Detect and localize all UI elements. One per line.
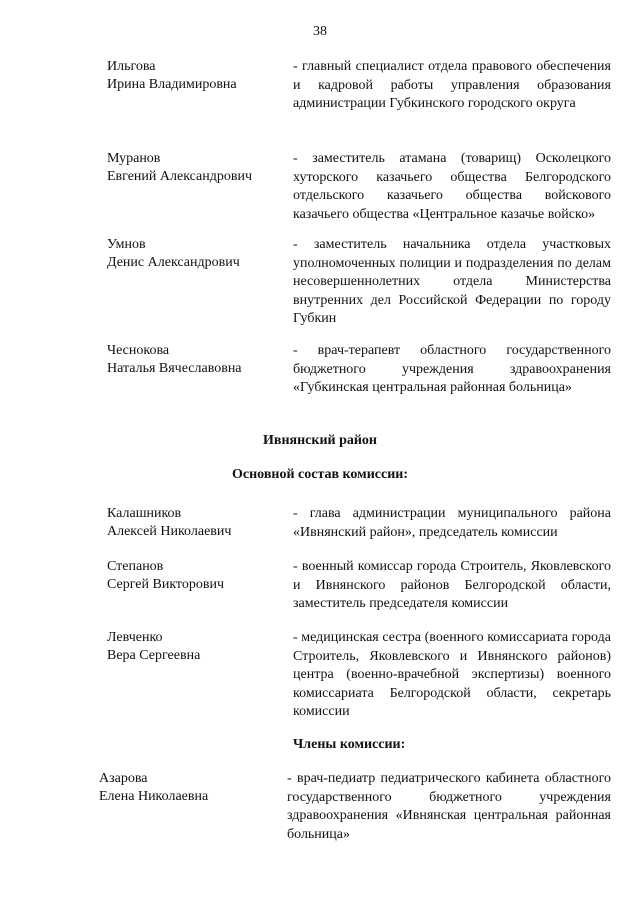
member-given-name: Сергей Викторович — [107, 577, 225, 592]
member-role: - заместитель начальника отдела участковых уполномоченных полиции и подразделения по делам несовершеннолетних отдела Министерства внутренних дел Российской Федерации по городу Губкин — [293, 237, 611, 327]
member-surname: Муранов — [107, 151, 161, 166]
section-heading-main-composition: Основной состав комиссии: — [232, 467, 408, 482]
member-role: - врач-педиатр педиатрического кабинета областного государственного бюджетного учреждения здравоохранения «Ивнянская центральная районная больница» — [287, 771, 611, 842]
member-given-name: Ирина Владимировна — [107, 77, 237, 92]
member-role: - глава администрации муниципального района «Ивнянский район», председатель комиссии — [293, 506, 611, 540]
member-given-name: Алексей Николаевич — [107, 524, 232, 539]
page-number: 38 — [313, 24, 327, 39]
member-role: - военный комиссар города Строитель, Яковлевского и Ивнянского районов Белгородской области, заместитель председателя комиссии — [293, 559, 611, 612]
member-surname: Умнов — [107, 237, 146, 252]
district-heading: Ивнянский район — [263, 433, 377, 448]
member-role: - главный специалист отдела правового обеспечения и кадровой работы управления образования администрации Губкинского городского округа — [293, 59, 611, 112]
member-role: - заместитель атамана (товарищ) Осколецкого хуторского казачьего общества Белгородского отдельского казачьего общества войскового казачьего общества «Центральное казачье войско» — [293, 151, 611, 222]
member-surname: Чеснокова — [107, 343, 170, 358]
member-given-name: Елена Николаевна — [99, 789, 209, 804]
member-given-name: Денис Александрович — [107, 255, 240, 270]
section-heading-members: Члены комиссии: — [293, 737, 406, 752]
member-role: - медицинская сестра (военного комиссариата города Строитель, Яковлевского и Ивнянского районов) центра (военно-врачебной экспертизы) военного комиссариата Белгородской области, секретарь комиссии — [293, 630, 611, 720]
member-surname: Степанов — [107, 559, 164, 574]
member-surname: Азарова — [99, 771, 148, 786]
member-surname: Ильгова — [107, 59, 156, 74]
member-given-name: Евгений Александрович — [107, 169, 253, 184]
member-surname: Калашников — [107, 506, 182, 521]
member-surname: Левченко — [107, 630, 163, 645]
member-role: - врач-терапевт областного государственного бюджетного учреждения здравоохранения «Губкинская центральная районная больница» — [293, 343, 611, 396]
member-given-name: Наталья Вячеславовна — [107, 361, 242, 376]
member-given-name: Вера Сергеевна — [107, 648, 201, 663]
